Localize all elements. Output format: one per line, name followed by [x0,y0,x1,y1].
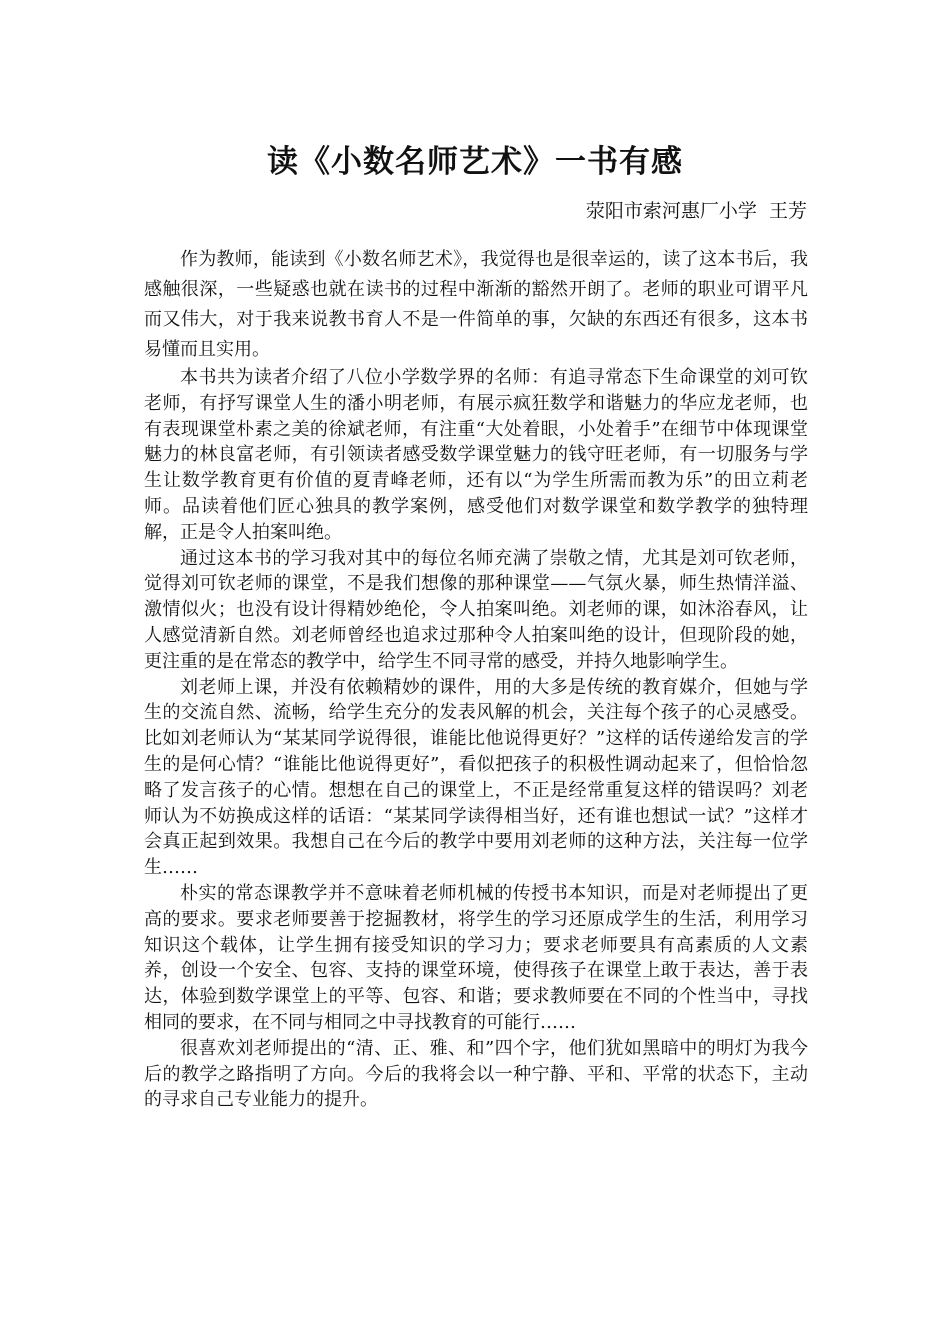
author-line: 荥阳市索河惠厂小学 王芳 [585,200,807,222]
paragraph: 通过这本书的学习我对其中的每位名师充满了崇敬之情，尤其是刘可钦老师，觉得刘可钦老师的课堂，不是我们想像的那种课堂——气氛火暴，师生热情洋溢、激情似火；也没有设计得精妙绝伦，令人拍案叫绝。刘老师的课，如沐浴春风，让人感觉清新自然。刘老师曾经也追求过那种令人拍案叫绝的设计，但现阶段的她，更注重的是在常态的教学中，给学生不同寻常的感受，并持久地影响学生。 [144,547,808,672]
paragraph: 本书共为读者介绍了八位小学数学界的名师：有追寻常态下生命课堂的刘可钦老师，有抒写课堂人生的潘小明老师，有展示疯狂数学和谐魅力的华应龙老师，也有表现课堂朴素之美的徐斌老师，有注重“大处着眼，小处着手”在细节中体现课堂魅力的林良富老师，有引领读者感受数学课堂魅力的钱守旺老师，有一切服务与学生让数学教育更有价值的夏青峰老师，还有以“为学生所需而教为乐”的田立莉老师。品读着他们匠心独具的教学案例，感受他们对数学课堂和数学教学的独特理解，正是令人拍案叫绝。 [144,367,808,543]
paragraph: 刘老师上课，并没有依赖精妙的课件，用的大多是传统的教育媒介，但她与学生的交流自然、流畅，给学生充分的发表风解的机会，关注每个孩子的心灵感受。比如刘老师认为“某某同学说得很，谁能比他说得更好？”这样的话传递给发言的学生的是何心情？“谁能比他说得更好”，看似把孩子的积极性调动起来了，但恰恰忽略了发言孩子的心情。想想在自己的课堂上，不正是经常重复这样的错误吗？刘老师认为不妨换成这样的话语：“某某同学读得相当好，还有谁也想试一试？”这样才会真正起到效果。我想自己在今后的教学中要用刘老师的这种方法，关注每一位学生…… [144,676,808,879]
paragraph: 朴实的常态课教学并不意味着老师机械的传授书本知识，而是对老师提出了更高的要求。要求老师要善于挖掘教材，将学生的学习还原成学生的生活，利用学习知识这个载体，让学生拥有接受知识的学习力；要求老师要具有高素质的人文素养，创设一个安全、包容、支持的课堂环境，使得孩子在课堂上敢于表达，善于表达，体验到数学课堂上的平等、包容、和谐；要求教师要在不同的个性当中，寻找相同的要求，在不同与相同之中寻找教育的可能行…… [144,882,808,1033]
paragraph: 作为教师，能读到《小数名师艺术》，我觉得也是很幸运的，读了这本书后，我感触很深，一些疑惑也就在读书的过程中渐渐的豁然开朗了。老师的职业可谓平凡而又伟大，对于我来说教书育人不是一件简单的事，欠缺的东西还有很多，这本书易懂而且实用。 [144,249,808,360]
document-title: 读《小数名师艺术》一书有感 [267,144,683,180]
document-body [144,245,808,1113]
paragraph: 很喜欢刘老师提出的“清、正、雅、和”四个字，他们犹如黑暗中的明灯为我今后的教学之路指明了方向。今后的我将会以一种宁静、平和、平常的状态下，主动的寻求自己专业能力的提升。 [144,1037,808,1111]
